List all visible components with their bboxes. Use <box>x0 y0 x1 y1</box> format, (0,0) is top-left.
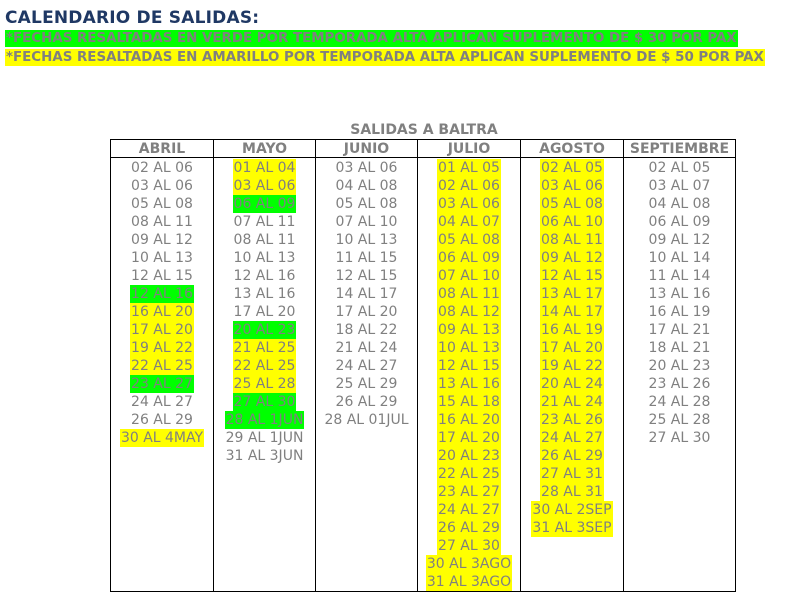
date-cell: 10 AL 13 <box>335 232 398 248</box>
date-cell: 20 AL 23 <box>233 322 296 338</box>
date-cell: 20 AL 23 <box>648 358 711 374</box>
table-title: SALIDAS A BALTRA <box>350 122 498 138</box>
date-cell: 06 AL 09 <box>438 250 500 266</box>
date-cell: 09 AL 13 <box>438 322 500 338</box>
date-cell: 28 AL 31 <box>541 484 603 500</box>
date-cell: 26 AL 29 <box>335 394 398 410</box>
date-cell: 30 AL 3AGO <box>426 556 512 572</box>
date-cell: 27 AL 31 <box>541 466 603 482</box>
date-cell: 27 AL 30 <box>648 430 711 446</box>
date-cell: 26 AL 29 <box>541 448 603 464</box>
column-mayo <box>213 140 315 591</box>
date-cell: 31 AL 3SEP <box>532 520 612 536</box>
date-cell: 04 AL 07 <box>438 214 500 230</box>
date-cell: 17 AL 20 <box>335 304 398 320</box>
date-cell: 20 AL 23 <box>438 448 500 464</box>
date-cell: 22 AL 25 <box>131 358 193 374</box>
date-cell: 07 AL 10 <box>438 268 500 284</box>
date-cell: 02 AL 05 <box>541 160 603 176</box>
date-cell: 28 AL 1JUN <box>225 412 304 428</box>
date-cell: 10 AL 14 <box>648 250 711 266</box>
date-cell: 24 AL 27 <box>438 502 500 518</box>
date-cell: 30 AL 4MAY <box>120 430 204 446</box>
date-cell: 08 AL 11 <box>233 232 296 248</box>
date-cell: 30 AL 2SEP <box>532 502 612 518</box>
date-cell: 03 AL 07 <box>648 178 711 194</box>
yellow-highlight-note: *FECHAS RESALTADAS EN AMARILLO POR TEMPORADA ALTA APLICAN SUPLEMENTO DE $ 50 POR PAX <box>6 50 764 65</box>
date-cell: 07 AL 10 <box>335 214 398 230</box>
date-cell: 27 AL 30 <box>438 538 500 554</box>
column-header: MAYO <box>214 140 315 158</box>
date-cell: 23 AL 26 <box>541 412 603 428</box>
column-abril <box>111 140 213 591</box>
date-cell: 11 AL 15 <box>335 250 398 266</box>
date-cell: 06 AL 09 <box>648 214 711 230</box>
date-cell: 17 AL 20 <box>438 430 500 446</box>
date-cell: 03 AL 06 <box>131 178 193 194</box>
date-cell: 02 AL 06 <box>438 178 500 194</box>
date-cell: 17 AL 21 <box>648 322 711 338</box>
date-cell: 27 AL 30 <box>233 394 296 410</box>
date-cell: 13 AL 16 <box>438 376 500 392</box>
green-highlight-note: *FECHAS RESALTADAS EN VERDE POR TEMPORADA ALTA APLICAN SUPLEMENTO DE $ 30 POR PAX <box>6 31 737 46</box>
date-cell: 23 AL 26 <box>648 376 711 392</box>
date-cell: 14 AL 17 <box>335 286 398 302</box>
date-cell: 12 AL 16 <box>233 268 296 284</box>
date-cell: 19 AL 22 <box>131 340 193 356</box>
date-cell: 21 AL 24 <box>541 394 603 410</box>
date-cell: 03 AL 06 <box>541 178 603 194</box>
date-cell: 21 AL 25 <box>233 340 296 356</box>
date-cell: 08 AL 12 <box>438 304 500 320</box>
page-title: CALENDARIO DE SALIDAS: <box>5 8 260 28</box>
date-cell: 13 AL 16 <box>233 286 296 302</box>
date-cell: 26 AL 29 <box>131 412 193 428</box>
column-agosto <box>520 140 623 591</box>
date-cell: 04 AL 08 <box>335 178 398 194</box>
date-cell: 09 AL 12 <box>648 232 711 248</box>
date-cell: 16 AL 19 <box>541 322 603 338</box>
date-cell: 18 AL 22 <box>335 322 398 338</box>
date-cell: 09 AL 12 <box>541 250 603 266</box>
date-cell: 05 AL 08 <box>131 196 193 212</box>
date-cell: 05 AL 08 <box>335 196 398 212</box>
date-cell: 01 AL 05 <box>438 160 500 176</box>
column-julio <box>417 140 520 591</box>
date-cell: 09 AL 12 <box>131 232 193 248</box>
date-cell: 05 AL 08 <box>541 196 603 212</box>
date-cell: 23 AL 27 <box>438 484 500 500</box>
date-cell: 22 AL 25 <box>438 466 500 482</box>
date-cell: 29 AL 1JUN <box>225 430 304 446</box>
date-cell: 14 AL 17 <box>541 304 603 320</box>
date-cell: 25 AL 28 <box>233 376 296 392</box>
date-cell: 22 AL 25 <box>233 358 296 374</box>
departures-table <box>110 139 736 592</box>
date-cell: 15 AL 18 <box>438 394 500 410</box>
column-septiembre <box>623 140 735 591</box>
date-cell: 16 AL 19 <box>648 304 711 320</box>
date-cell: 24 AL 28 <box>648 394 711 410</box>
date-cell: 12 AL 15 <box>131 268 193 284</box>
date-cell: 13 AL 16 <box>648 286 711 302</box>
column-header: JUNIO <box>316 140 417 158</box>
date-cell: 02 AL 05 <box>648 160 711 176</box>
date-cell: 03 AL 06 <box>335 160 398 176</box>
date-cell: 04 AL 08 <box>648 196 711 212</box>
date-cell: 17 AL 20 <box>541 340 603 356</box>
column-junio <box>315 140 417 591</box>
date-cell: 01 AL 04 <box>233 160 296 176</box>
date-cell: 23 AL 27 <box>131 376 193 392</box>
date-cell: 20 AL 24 <box>541 376 603 392</box>
date-cell: 08 AL 11 <box>541 232 603 248</box>
date-cell: 25 AL 29 <box>335 376 398 392</box>
date-cell: 24 AL 27 <box>131 394 193 410</box>
date-cell: 16 AL 20 <box>438 412 500 428</box>
date-cell: 05 AL 08 <box>438 232 500 248</box>
date-cell: 08 AL 11 <box>438 286 500 302</box>
date-cell: 26 AL 29 <box>438 520 500 536</box>
date-cell: 11 AL 14 <box>648 268 711 284</box>
column-header: ABRIL <box>111 140 213 158</box>
date-cell: 12 AL 16 <box>131 286 193 302</box>
date-cell: 03 AL 06 <box>438 196 500 212</box>
date-cell: 12 AL 15 <box>541 268 603 284</box>
date-cell: 10 AL 13 <box>233 250 296 266</box>
date-cell: 28 AL 01JUL <box>324 412 409 428</box>
date-cell: 06 AL 10 <box>541 214 603 230</box>
date-cell: 10 AL 13 <box>131 250 193 266</box>
date-cell: 17 AL 20 <box>233 304 296 320</box>
column-header: JULIO <box>418 140 520 158</box>
column-header: AGOSTO <box>521 140 623 158</box>
date-cell: 10 AL 13 <box>438 340 500 356</box>
date-cell: 25 AL 28 <box>648 412 711 428</box>
column-header: SEPTIEMBRE <box>624 140 735 158</box>
date-cell: 31 AL 3JUN <box>225 448 304 464</box>
date-cell: 02 AL 06 <box>131 160 193 176</box>
date-cell: 24 AL 27 <box>335 358 398 374</box>
date-cell: 08 AL 11 <box>131 214 193 230</box>
date-cell: 17 AL 20 <box>131 322 193 338</box>
date-cell: 21 AL 24 <box>335 340 398 356</box>
date-cell: 07 AL 11 <box>233 214 296 230</box>
date-cell: 16 AL 20 <box>131 304 193 320</box>
date-cell: 18 AL 21 <box>648 340 711 356</box>
date-cell: 13 AL 17 <box>541 286 603 302</box>
date-cell: 31 AL 3AGO <box>426 574 512 590</box>
date-cell: 03 AL 06 <box>233 178 296 194</box>
date-cell: 19 AL 22 <box>541 358 603 374</box>
date-cell: 12 AL 15 <box>438 358 500 374</box>
date-cell: 06 AL 09 <box>233 196 296 212</box>
date-cell: 24 AL 27 <box>541 430 603 446</box>
date-cell: 12 AL 15 <box>335 268 398 284</box>
